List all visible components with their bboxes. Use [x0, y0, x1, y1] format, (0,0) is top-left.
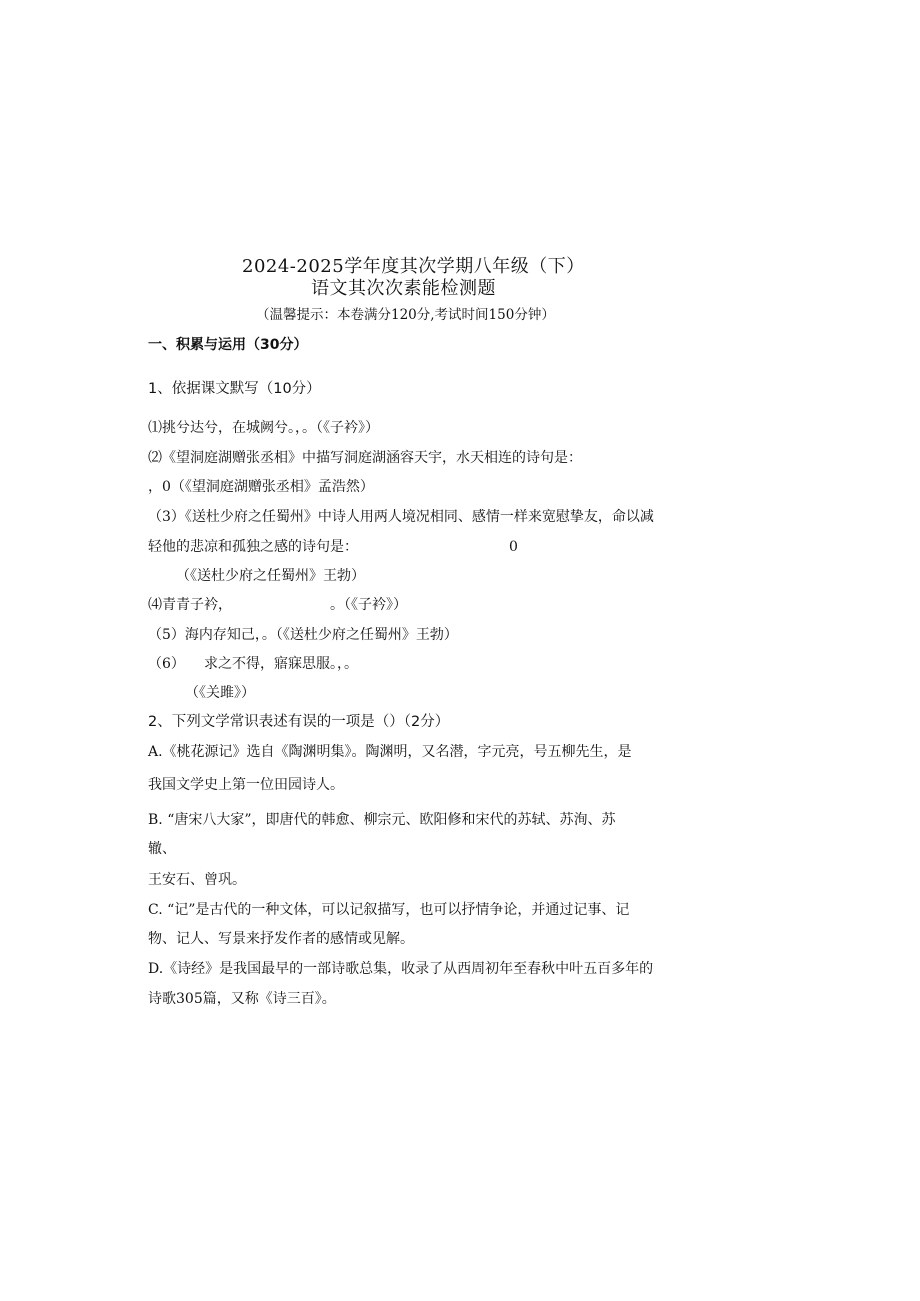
q1-blank-mark: 0	[509, 539, 518, 555]
q1-line: ⑷青青子衿，	[148, 597, 232, 613]
q1-line: ，0（《望洞庭湖赠张丞相》孟浩然）	[148, 479, 374, 495]
q2-line: A.《桃花源记》选自《陶渊明集》。陶渊明，又名潜，字元亮，号五柳先生，是	[148, 744, 632, 760]
q1-line: 求之不得，寤寐思服。，。	[204, 656, 358, 672]
q2-line: 我国文学史上第一位田园诗人。	[148, 777, 344, 793]
q1-heading: 1、依据课文默写（10分）	[148, 381, 321, 397]
q1-line: （《送杜少府之任蜀州》王勃）	[176, 568, 365, 584]
q2-line: 物、记人、写景来抒发作者的感情或见解。	[148, 931, 414, 947]
q2-line: C. “记”是古代的一种文体，可以记叙描写，也可以抒情争论，并通过记事、记	[148, 902, 630, 918]
section1-heading: 一、积累与运用（30分）	[148, 337, 308, 353]
q2-line: D.《诗经》是我国最早的一部诗歌总集，收录了从西周初年至春秋中叶五百多年的	[148, 961, 654, 977]
q1-line: （《关雎》）	[185, 685, 255, 701]
q2-line: B. “唐宋八大家”，即唐代的韩愈、柳宗元、欧阳修和宋代的苏轼、苏洵、苏	[148, 812, 616, 828]
q2-line: 王安石、曾巩。	[148, 872, 246, 888]
q1-line: （6）	[148, 656, 185, 672]
exam-title-line2: 语文其次次素能检测题	[311, 278, 496, 299]
q1-line: （3）《送杜少府之任蜀州》中诗人用两人境况相同、感情一样来宽慰挚友，命以减	[148, 509, 654, 525]
exam-hint: （温馨提示：本卷满分120分,考试时间150分钟）	[256, 307, 555, 323]
q1-line: 轻他的悲凉和孤独之感的诗句是：	[148, 539, 358, 555]
q2-line: 诗歌305篇，又称《诗三百》。	[148, 991, 336, 1007]
q2-heading: 2、下列文学常识表述有误的一项是（）（2分）	[148, 714, 450, 730]
q1-line: ⑴挑兮达兮，在城阙兮。，。（《子衿》）	[148, 420, 379, 436]
q1-line: （5）海内存知己，。（《送杜少府之任蜀州》王勃）	[148, 627, 458, 643]
exam-title-line1: 2024-2025学年度其次学期八年级（下）	[242, 256, 585, 277]
q2-line: 辙、	[148, 841, 176, 857]
q1-line: 。（《子衿》）	[330, 597, 407, 613]
q1-line: ⑵《望洞庭湖赠张丞相》中描写洞庭湖涵容天宇，水天相连的诗句是：	[148, 450, 582, 466]
